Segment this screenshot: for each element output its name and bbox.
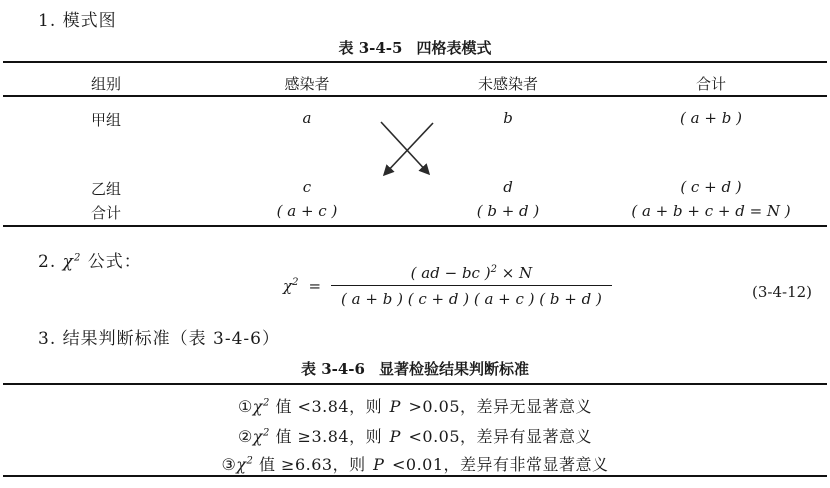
section-heading-2 [38, 247, 142, 272]
section-heading-1 [38, 6, 117, 31]
chi-symbol: χ [252, 427, 263, 446]
table-346-caption [0, 358, 830, 379]
circled-number: ① [237, 397, 253, 416]
fraction-numerator [401, 264, 543, 285]
criterion-condition: 值 <3.84，则 [269, 397, 388, 416]
criterion-condition: 值 ≥6.63，则 [253, 455, 372, 474]
chi-superscript: 2 [262, 427, 270, 439]
row-group-label: 乙组 [90, 180, 121, 198]
chi-symbol: χ [62, 252, 74, 272]
numerator-superscript: 2 [490, 264, 497, 275]
chi-superscript: 2 [73, 252, 82, 264]
table-345-bottom-rule [3, 225, 827, 227]
numerator-tail: × N [496, 264, 533, 282]
chi-superscript: 2 [246, 455, 254, 467]
p-symbol: P [389, 427, 401, 446]
row-group-label: 合计 [90, 204, 121, 222]
table-345-header-rule [3, 95, 827, 97]
cell-grand-total: ( a + b + c + d = N ) [631, 202, 791, 220]
col-header-total: 合计 [695, 75, 726, 93]
circled-number: ③ [221, 455, 237, 474]
equals-sign: = [308, 277, 322, 295]
table-row [3, 202, 827, 223]
table-346-bottom-rule [3, 475, 827, 477]
chi-symbol: χ [283, 277, 293, 295]
section-heading-3 [38, 324, 280, 349]
fraction-denominator: ( a + b ) ( c + d ) ( a + c ) ( b + d ) [331, 285, 612, 308]
col-header-uninfected: 未感染者 [477, 75, 538, 93]
criterion-condition: 值 ≥3.84，则 [269, 427, 388, 446]
table-345-header-row [3, 73, 827, 94]
cell-a-plus-b: ( a + b ) [680, 109, 742, 127]
table-345-caption-label: 表 3-4-5 [338, 39, 403, 57]
formula-lhs [283, 277, 298, 295]
cell-a-plus-c: ( a + c ) [276, 202, 338, 220]
cell-d: d [503, 178, 513, 196]
criterion-conclusion: >0.05，差异无显著意义 [402, 397, 593, 416]
cell-c: c [302, 178, 312, 196]
section-2-suffix: 公式： [81, 252, 142, 272]
section-2-prefix: 2. [38, 252, 63, 272]
row-group-label: 甲组 [90, 111, 121, 129]
cell-b-plus-d: ( b + d ) [476, 202, 540, 220]
circled-number: ② [237, 427, 253, 446]
table-row [3, 178, 827, 199]
criterion-row-3 [0, 452, 830, 475]
cell-b: b [503, 109, 513, 127]
p-symbol: P [389, 397, 401, 416]
table-345-caption-title: 四格表模式 [416, 39, 492, 57]
criterion-row-1 [0, 394, 830, 417]
p-symbol: P [373, 455, 385, 474]
fraction [331, 264, 612, 308]
table-346-caption-title: 显著检验结果判断标准 [378, 360, 529, 378]
equation-number: (3-4-12) [752, 283, 813, 301]
chi-superscript: 2 [292, 277, 299, 288]
section-3-label: 3. 结果判断标准（表 3-4-6） [38, 329, 280, 349]
cross-swap-arrows [372, 115, 440, 183]
col-header-infected: 感染者 [284, 75, 330, 93]
table-345-top-rule [3, 61, 827, 63]
criterion-conclusion: <0.05，差异有显著意义 [402, 427, 593, 446]
col-header-group: 组别 [90, 75, 121, 93]
numerator-main: ( ad − bc ) [410, 264, 491, 282]
table-346-caption-label: 表 3-4-6 [300, 360, 365, 378]
cell-c-plus-d: ( c + d ) [680, 178, 742, 196]
cell-a: a [302, 109, 312, 127]
chi-square-formula [283, 264, 612, 308]
chi-symbol: χ [236, 455, 247, 474]
table-345-caption [0, 37, 830, 58]
chi-symbol: χ [252, 397, 263, 416]
section-1-label: 1. 模式图 [38, 11, 117, 31]
criterion-conclusion: <0.01，差异有非常显著意义 [386, 455, 609, 474]
table-346-top-rule [3, 383, 827, 385]
chi-superscript: 2 [262, 397, 270, 409]
criterion-row-2 [0, 424, 830, 447]
